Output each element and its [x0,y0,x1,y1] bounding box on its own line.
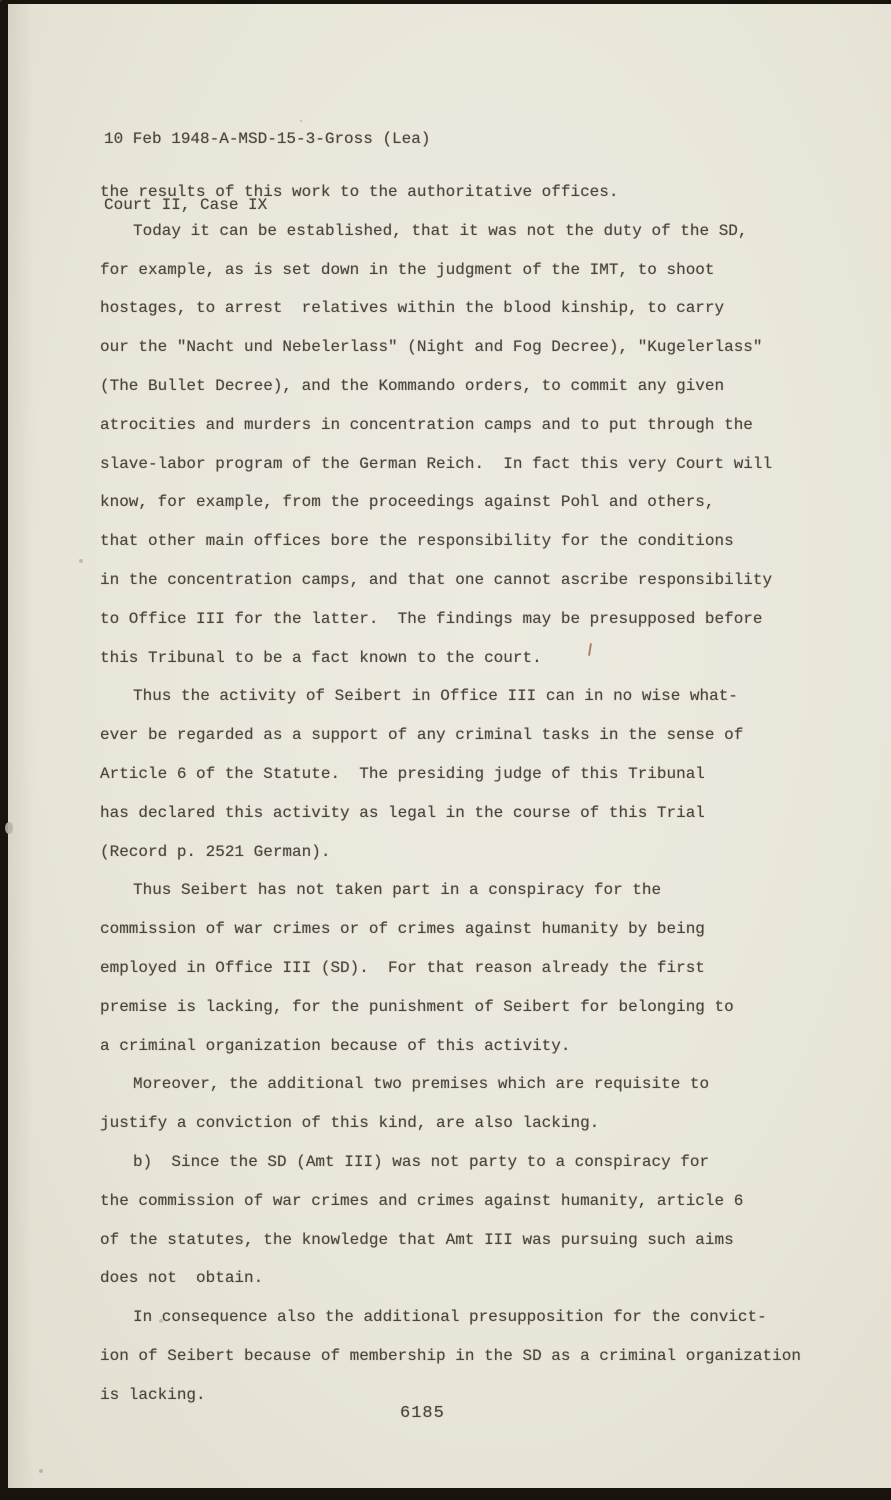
text-line: in the concentration camps, and that one cannot ascribe responsibility [100,571,773,589]
text-line: slave-labor program of the German Reich. In fact this very Court will [100,454,773,473]
scan-edge-notch [5,822,13,834]
text-line: commission of war crimes or of crimes against humanity by being [100,920,705,939]
text-line: (Record p. 2521 German). [100,842,331,861]
text-line: Today it can be established, that it was not the duty of the SD, [133,221,748,240]
text-line: is lacking. [100,1385,206,1404]
header-case-reference: 10 Feb 1948-A-MSD-15-3-Gross (Lea) [104,130,431,148]
text-line: (The Bullet Decree), and the Kommando orders, to commit any given [100,377,725,395]
text-line: our the "Nacht und Nebelerlass" (Night and Fog Decree), "Kugelerlass" [100,338,763,357]
header-court-case: Court II, Case IX [104,196,268,214]
text-line: this Tribunal to be a fact known to the court. [100,648,542,667]
text-line: Moreover, the additional two premises which are requisite to [133,1075,710,1094]
text-line: Thus Seibert has not taken part in a conspiracy for the [133,881,662,900]
text-line: justify a conviction of this kind, are also lacking. [100,1114,600,1133]
text-line: a criminal organization because of this activity. [100,1036,571,1055]
text-line: ion of Seibert because of membership in the SD as a criminal organization [100,1347,801,1365]
text-line: ever be regarded as a support of any criminal tasks in the sense of [100,726,744,745]
text-line: know, for example, from the proceedings against Pohl and others, [100,493,715,512]
text-line: does not obtain. [100,1269,264,1288]
text-line: for example, as is set down in the judgment of the IMT, to shoot [100,260,715,279]
text-line: Thus the activity of Seibert in Office III can in no wise what- [133,687,738,706]
text-line: hostages, to arrest relatives within the blood kinship, to carry [100,299,725,318]
text-line: that other main offices bore the responsibility for the conditions [100,532,734,551]
text-line: of the statutes, the knowledge that Amt III was pursuing such aims [100,1230,734,1249]
text-line: employed in Office III (SD). For that reason already the first [100,959,705,977]
text-line: In consequence also the additional presupposition for the convict- [133,1308,767,1327]
text-line: atrocities and murders in concentration camps and to put through the [100,415,753,434]
text-line: to Office III for the latter. The findings may be presupposed before [100,609,763,628]
page-number: 6185 [400,1404,445,1423]
text-line: premise is lacking, for the punishment of Seibert for belonging to [100,997,734,1016]
text-line: the results of this work to the authoritative offices. [100,183,619,201]
text-line: b) Since the SD (Amt III) was not party to a conspiracy for [133,1153,710,1171]
text-line: the commission of war crimes and crimes against humanity, article 6 [100,1191,744,1210]
text-line: has declared this activity as legal in the course of this Trial [100,803,705,822]
paper-specks [0,0,2,2]
text-line: Article 6 of the Statute. The presiding judge of this Tribunal [100,765,705,783]
